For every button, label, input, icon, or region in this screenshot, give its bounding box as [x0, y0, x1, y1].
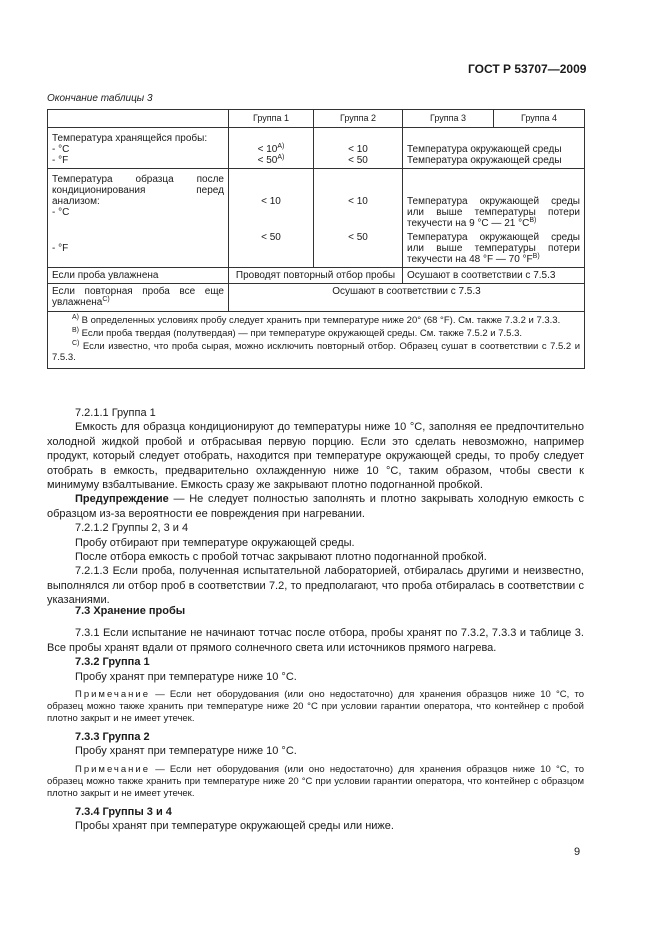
body-text [47, 406, 584, 608]
standard-number: ГОСТ Р 53707—2009 [468, 62, 587, 76]
paragraph: 7.2.1.3 Если проба, полученная испытательной лабораторией, отбиралась другими и неизвестно, выполнялся ли отбор проб в соответствии 7.2, то предполагают, что проба отбиралась в соответствии с указаниями. [47, 565, 584, 607]
note-2: Примечание — Если нет оборудования (или оно недостаточно) для хранения образцов ниже 10 °С, то образец можно также хранить при температуре ниже 20 °С при условии гарантии оператора, что контейнер с образцом плотно закрыт и не имеет утечек. [47, 763, 584, 799]
table-row-conditioning-temp [48, 169, 585, 268]
cell-value: Температура окружающей среды или выше температуры потери текучести на 48 °F — 70 $^\circ F^{B)}$ [407, 232, 580, 265]
row-label: Температура хранящейся пробы: [52, 133, 208, 144]
paragraph: 7.3.1 Если испытание не начинают тотчас после отбора, пробы хранят по 7.3.2, 7.3.3 и таблице 3. Все пробы хранят вдали от прямого солнечного света или источников прямого нагрева. [47, 627, 584, 654]
row-label: Температура образца после кондиционирования перед анализом: [52, 174, 224, 207]
section-7-3 [47, 604, 584, 834]
table-caption: Окончание таблицы 3 [47, 93, 153, 104]
footnote-ref-c: C) [102, 296, 110, 303]
footnote-a: $^{A)}$ В определенных условиях пробу следует хранить при температуре ниже 20° (68 °F). См. также 7.3.2 и 7.3.3. [72, 314, 561, 326]
paragraph: Пробы хранят при температуре окружающей среды или ниже. [75, 820, 394, 833]
footnote-c: $^{C)}$ Если известно, что проба сырая, можно исключить повторный отбор. Образец сушат в соответствии с 7.5.2 и 7.5.3. [52, 340, 581, 363]
heading-7-3: 7.3 Хранение пробы [75, 605, 186, 617]
footnote-b: $^{B)}$ Если проба твердая (полутвердая) — при температуре окружающей среды. См. также 7.5.2 и 7.5.3. [72, 327, 523, 339]
header-group-2: Группа 2 [314, 110, 403, 128]
paragraph: После отбора емкость с пробой тотчас закрывают плотно подогнанной пробкой. [75, 551, 487, 564]
cell-value: < 50 [348, 155, 368, 166]
table-row-still-wet [48, 284, 585, 312]
section-7-2-1-1: 7.2.1.1 Группа 1 [75, 407, 156, 419]
cell-value: < $10^{A)}$ [257, 143, 285, 155]
header-group-1: Группа 1 [229, 110, 314, 128]
footnote-ref-b: B) [529, 217, 537, 224]
header-group-3: Группа 3 [403, 110, 494, 128]
cell-value: < 10 [348, 196, 368, 207]
header-blank [48, 110, 229, 128]
table-header-row [48, 110, 585, 128]
unit-c: - °C [52, 144, 70, 155]
header-group-4: Группа 4 [494, 110, 585, 128]
footnote-ref-a: A) [277, 154, 285, 161]
cell-value: < $50^{A)}$ [257, 154, 285, 166]
row-label: Если проба увлажнена [48, 268, 229, 284]
section-7-2-1-2: 7.2.1.2 Группы 2, 3 и 4 [75, 522, 189, 535]
cell-value: Осушают в соответствии с 7.5.3 [229, 284, 585, 312]
table-footnotes-row [48, 312, 585, 369]
paragraph: Пробу хранят при температуре ниже 10 °С. [75, 670, 297, 683]
footnote-ref-b: B) [532, 253, 540, 260]
row-label: Если повторная проба все еще увлажнена$^{C)}$ [48, 284, 229, 312]
cell-value: Температура окружающей среды [407, 144, 562, 155]
table-row-storage-temp [48, 128, 585, 169]
unit-c: - °C [52, 207, 70, 218]
paragraph: Пробу хранят при температуре ниже 10 °С. [75, 745, 297, 758]
cell-value: < 10 [348, 144, 368, 155]
warning-paragraph: Предупреждение — Не следует полностью заполнять и плотно закрывать холодную емкость с образцом из-за вероятности ее повреждения при нагревании. [47, 493, 584, 520]
cell-value: Температура окружающей среды [407, 155, 562, 166]
footnote-ref-a: A) [277, 143, 285, 150]
cell-value: Проводят повторный отбор пробы [229, 268, 403, 284]
paragraph: Емкость для образца кондиционируют до температуры ниже 10 °С, заполняя ее предпочтительно холодной жидкой пробой и отбрасывая первую порцию. Если это сделать невозможно, например продукт, который следует отобрать, находится при температуре окружающей среды, то пробу следует отобрать в емкость, предварительно охлажденную ниже 10 °С, таким образом, чтобы свести к минимуму взбалтывание. Емкость сразу же закрывают плотно подогнанной пробкой. [47, 421, 584, 492]
heading-7-3-2: 7.3.2 Группа 1 [75, 656, 150, 669]
cell-value: Осушают в соответствии с 7.5.3 [403, 268, 585, 284]
paragraph: Пробу отбирают при температуре окружающей среды. [75, 536, 355, 549]
heading-7-3-3: 7.3.3 Группа 2 [75, 731, 150, 744]
unit-f: - °F [52, 155, 69, 166]
cell-value: < 50 [348, 232, 368, 243]
cell-value: < 10 [261, 196, 281, 207]
note-1: Примечание — Если нет оборудования (или оно недостаточно) для хранения образцов ниже 10 °С, то образец можно также хранить при температуре ниже 20 °С при условии гарантии оператора, что контейнер с пробой плотно закрыт и не имеет утечек. [47, 689, 584, 725]
table-row-wet [48, 268, 585, 284]
cell-value: Температура окружающей среды или выше температуры потери текучести на 9 °C — 21 $^\circ C^{B)}$ [407, 196, 580, 229]
page-number: 9 [574, 846, 581, 858]
cell-value: < 50 [261, 232, 281, 243]
storage-table [47, 109, 585, 369]
heading-7-3-4: 7.3.4 Группы 3 и 4 [75, 805, 172, 818]
unit-f: - °F [52, 243, 69, 254]
